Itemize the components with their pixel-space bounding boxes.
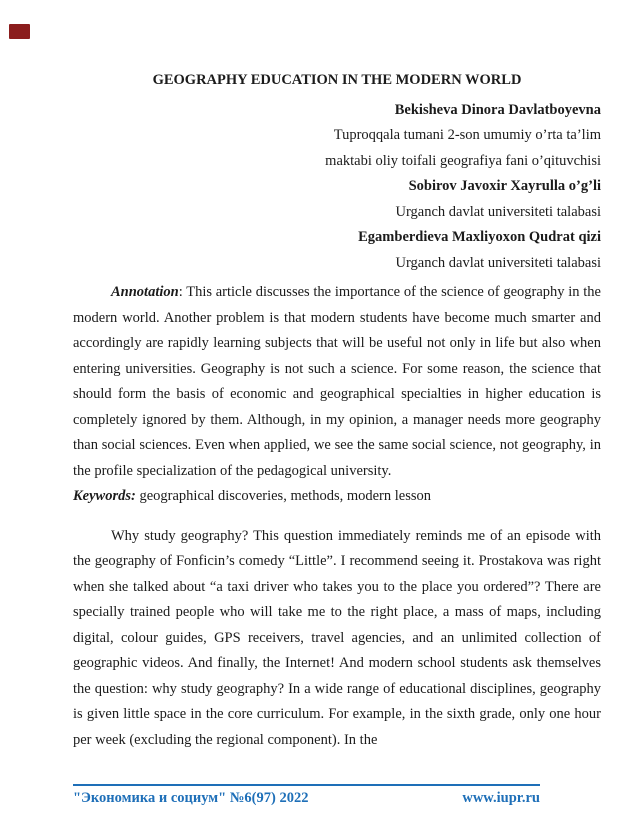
author-line: Egamberdieva Maxliyoxon Qudrat qizi xyxy=(358,229,601,245)
author-line: Bekisheva Dinora Davlatboyevna xyxy=(394,101,601,118)
keywords-label: Keywords: xyxy=(73,488,136,504)
author-affiliation-line: Urganch davlat universiteti talabasi xyxy=(395,254,601,271)
author-line: Sobirov Javoxir Xayrulla o’g’li xyxy=(408,178,601,194)
page-title: GEOGRAPHY EDUCATION IN THE MODERN WORLD xyxy=(152,72,522,88)
corner-marker xyxy=(9,24,30,39)
annotation-label: Annotation xyxy=(111,284,179,300)
author-affiliation-line: Tuproqqala tumani 2-son umumiy o’rta ta’lim xyxy=(333,127,601,143)
annotation-paragraph xyxy=(73,280,601,484)
keywords-paragraph xyxy=(73,484,601,510)
author-block xyxy=(73,98,601,277)
author-affiliation-line: maktabi oliy toifali geografiya fani o’qituvchisi xyxy=(325,152,601,169)
footer-website: www.iupr.ru xyxy=(462,790,540,806)
body-paragraph: Why study geography? This question immediately reminds me of an episode with the geography of Fonficin’s comedy “Little”. I recommend seeing it. Prostakova was right when she talked about “a taxi driver who takes you to the place you ordered”? There are specially trained people who will take me to the right place, a mass of maps, including digital, colour guides, GPS receivers, travel agencies, and an unlimited collection of geographic videos. And finally, the Internet! And modern school students ask themselves the question: why study geography? In a wide range of educational disciplines, geography is given little space in the core curriculum. For example, in the sixth grade, only one hour per week (excluding the regional component). In the xyxy=(73,527,601,748)
footer-journal-title: "Экономика и социум" №6(97) 2022 xyxy=(73,790,309,806)
author-affiliation-line: Urganch davlat universiteti talabasi xyxy=(395,203,601,220)
annotation-text: : This article discusses the importance of the science of geography in the modern world. Another problem is that modern students have become much smarter and accordingly are rapidly learning subjects that will be useful not only in life but also when entering universities. Geography is not such a science. For some reason, the science that should form the basis of economic and geographical specialties in higher education is completely ignored by them. Although, in my opinion, a manager needs more geography than social sciences. Even when applied, we see the same social science, not geography, in the profile specialization of the pedagogical university. xyxy=(73,284,601,479)
footer xyxy=(73,784,540,807)
keywords-text: geographical discoveries, methods, modern lesson xyxy=(135,488,432,504)
article-page xyxy=(73,68,601,753)
